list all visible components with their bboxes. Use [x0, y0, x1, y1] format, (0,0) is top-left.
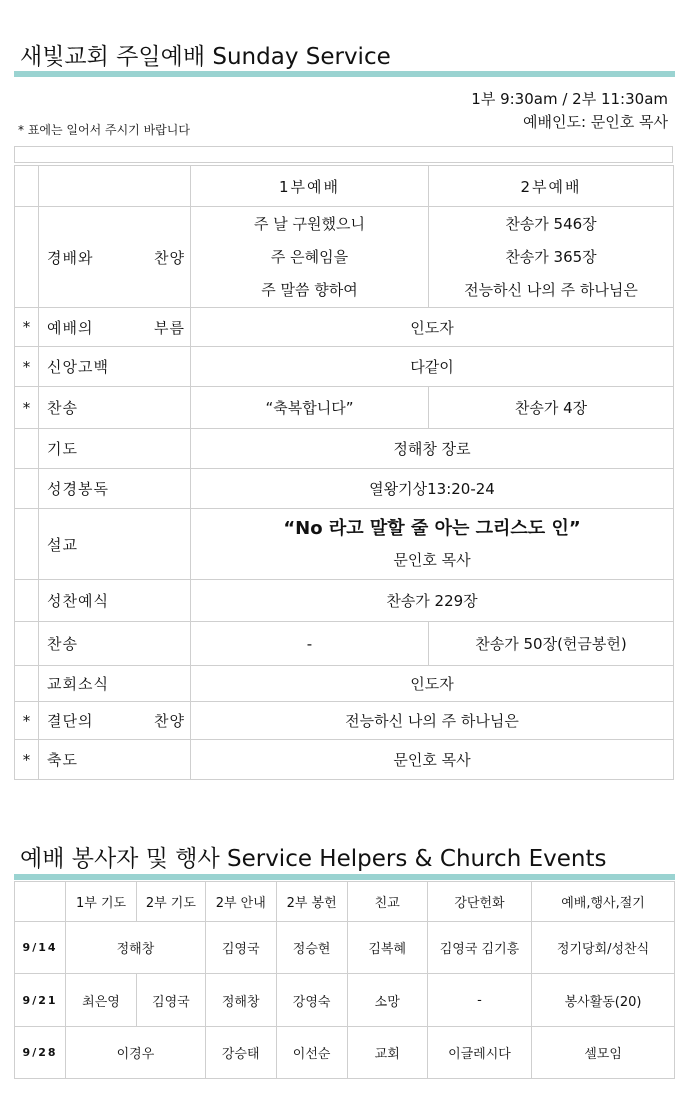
event-prayer-2: 김영국: [136, 974, 205, 1027]
sermon-cell: [191, 509, 674, 580]
event-guide: 정해창: [205, 974, 276, 1027]
label-reading: 성경봉독: [39, 469, 191, 509]
header-fellowship: 친교: [347, 882, 427, 922]
event-date: 9/28: [15, 1027, 66, 1079]
praise-first: [191, 207, 429, 308]
header-event: 예배,행사,절기: [532, 882, 675, 922]
event-prayer: 이경우: [66, 1027, 206, 1079]
hymn-first: “축복합니다”: [191, 387, 429, 429]
event-fellowship: 소망: [347, 974, 427, 1027]
sermon-title: “No 라고 말할 줄 아는 그리스도 인”: [283, 518, 581, 539]
event-fellowship: 교회: [347, 1027, 427, 1079]
standing-note: * 표에는 일어서 주시기 바랍니다: [18, 123, 190, 137]
title-rule: [14, 71, 675, 77]
label-communion: 성찬예식: [39, 580, 191, 622]
prayer-value: 정해창 장로: [191, 429, 674, 469]
reading-value: 열왕기상13:20-24: [191, 469, 674, 509]
star-cell: *: [15, 740, 39, 780]
event-date: 9/14: [15, 922, 66, 974]
offering-second: 찬송가 50장(헌금봉헌): [429, 622, 674, 666]
star-cell: [15, 429, 39, 469]
page-title: 새빛교회 주일예배 Sunday Service: [20, 44, 391, 70]
event-guide: 김영국: [205, 922, 276, 974]
praise-first-song: 주 말씀 향하여: [261, 280, 358, 299]
star-cell: *: [15, 308, 39, 347]
header-first-service: 1부예배: [191, 166, 429, 207]
event-offering: 이선순: [276, 1027, 347, 1079]
praise-second-song: 찬송가 365장: [505, 247, 597, 266]
header-second-service: 2부예배: [429, 166, 674, 207]
event-date: 9/21: [15, 974, 66, 1027]
label-prayer: 기도: [39, 429, 191, 469]
header-prayer-2: 2부 기도: [136, 882, 205, 922]
event-name: 봉사활동(20): [532, 974, 675, 1027]
event-name: 셀모임: [532, 1027, 675, 1079]
label-offering: 찬송: [39, 622, 191, 666]
star-cell: [15, 469, 39, 509]
label-news: 교회소식: [39, 666, 191, 702]
event-fellowship: 김복혜: [347, 922, 427, 974]
star-cell: [15, 666, 39, 702]
service-times: 1부 9:30am / 2부 11:30am: [471, 90, 668, 108]
label-creed: 신앙고백: [39, 347, 191, 387]
star-cell: [15, 580, 39, 622]
praise-first-song: 주 날 구원했으니: [254, 214, 365, 233]
header-flowers: 강단헌화: [427, 882, 531, 922]
news-value: 인도자: [191, 666, 674, 702]
order-top-bar: [14, 146, 673, 163]
worship-leader: 예배인도: 문인호 목사: [522, 113, 668, 131]
star-cell: [15, 622, 39, 666]
event-flowers: 김영국 김기흥: [427, 922, 531, 974]
event-guide: 강승태: [205, 1027, 276, 1079]
star-cell: *: [15, 347, 39, 387]
label-sermon: 설교: [39, 509, 191, 580]
event-offering: 정승현: [276, 922, 347, 974]
event-prayer-1: 최은영: [66, 974, 137, 1027]
benediction-value: 문인호 목사: [191, 740, 674, 780]
header-guide: 2부 안내: [205, 882, 276, 922]
decision-value: 전능하신 나의 주 하나님은: [191, 702, 674, 740]
header-offering: 2부 봉헌: [276, 882, 347, 922]
creed-value: 다같이: [191, 347, 674, 387]
praise-second-song: 전능하신 나의 주 하나님은: [464, 280, 638, 299]
offering-first: -: [191, 622, 429, 666]
event-prayer: 정해창: [66, 922, 206, 974]
event-offering: 강영숙: [276, 974, 347, 1027]
call-value: 인도자: [191, 308, 674, 347]
events-rule: [14, 874, 675, 880]
event-name: 정기당회/성찬식: [532, 922, 675, 974]
star-cell: [15, 166, 39, 207]
events-table: [14, 881, 675, 1079]
label-hymn: 찬송: [39, 387, 191, 429]
order-of-service-table: [14, 165, 674, 780]
star-cell: [15, 509, 39, 580]
events-title: 예배 봉사자 및 행사 Service Helpers & Church Events: [20, 846, 607, 872]
star-cell: *: [15, 387, 39, 429]
praise-second-song: 찬송가 546장: [505, 214, 597, 233]
header-prayer-1: 1부 기도: [66, 882, 137, 922]
praise-first-song: 주 은혜임을: [270, 247, 349, 266]
label-call: 예배의 부름: [39, 308, 191, 347]
hymn-second: 찬송가 4장: [429, 387, 674, 429]
sermon-preacher: 문인호 목사: [393, 551, 471, 569]
event-flowers: -: [427, 974, 531, 1027]
date-header-cell: [15, 882, 66, 922]
label-cell: [39, 166, 191, 207]
praise-second: [429, 207, 674, 308]
label-praise: 경배와 찬양: [39, 207, 191, 308]
star-cell: [15, 207, 39, 308]
communion-value: 찬송가 229장: [191, 580, 674, 622]
event-flowers: 이글레시다: [427, 1027, 531, 1079]
star-cell: *: [15, 702, 39, 740]
label-benediction: 축도: [39, 740, 191, 780]
label-decision: 결단의 찬양: [39, 702, 191, 740]
